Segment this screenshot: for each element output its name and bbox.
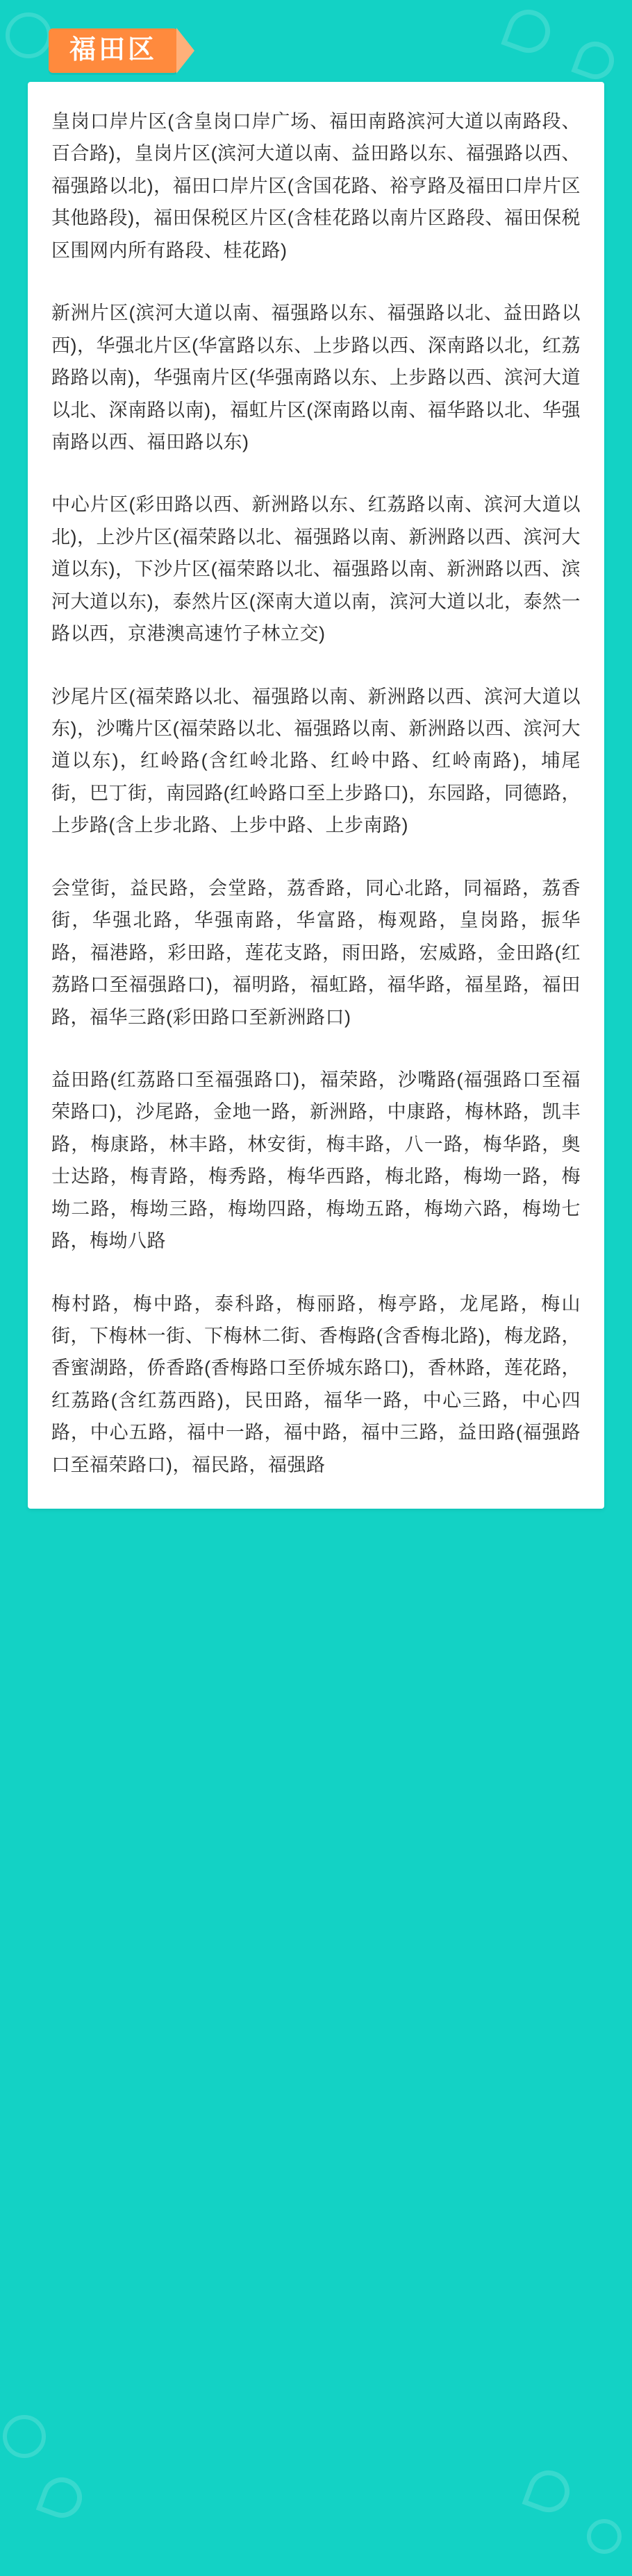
- paragraph: 益田路(红荔路口至福强路口)，福荣路，沙嘴路(福强路口至福荣路口)，沙尾路，金地一路，新洲路，中康路，梅林路，凯丰路，梅康路，林丰路，林安街，梅丰路，八一路，梅华路，奥士达路，梅青路，梅秀路，梅华西路，梅北路，梅坳一路，梅坳二路，梅坳三路，梅坳四路，梅坳五路，梅坳六路，梅坳七路，梅坳八路: [51, 1069, 581, 1252]
- content-card: [28, 82, 604, 1509]
- paragraph: 沙尾片区(福荣路以北、福强路以南、新洲路以西、滨河大道以东)，沙嘴片区(福荣路以北、福强路以南、新洲路以西、滨河大道以东)，红岭路(含红岭北路、红岭中路、红岭南路)，埔尾街，巴丁街，南园路(红岭路口至上步路口)，东园路，同德路，上步路(含上步北路、上步中路、上步南路): [51, 686, 581, 836]
- paragraph: 中心片区(彩田路以西、新洲路以东、红荔路以南、滨河大道以北)，上沙片区(福荣路以北、福强路以南、新洲路以西、滨河大道以东)，下沙片区(福荣路以北、福强路以南、新洲路以西、滨河大道以东)，泰然片区(深南大道以南，滨河大道以北，泰然一路以西，京港澳高速竹子林立交): [51, 494, 581, 645]
- district-title-bar: [49, 28, 194, 74]
- paragraph: 会堂街，益民路，会堂路，荔香路，同心北路，同福路，荔香街，华强北路，华强南路，华富路，梅观路，皇岗路，振华路，福港路，彩田路，莲花支路，雨田路，宏威路，金田路(红荔路口至福强路口)，福明路，福虹路，福华路，福星路，福田路，福华三路(彩田路口至新洲路口): [51, 877, 581, 1028]
- page-title: 福田区: [49, 28, 178, 73]
- background-ornament-6: [522, 2465, 576, 2518]
- background-ornament-5: [36, 2472, 88, 2523]
- paragraph: 新洲片区(滨河大道以南、福强路以东、福强路以北、益田路以西)，华强北片区(华富路以东、上步路以西、深南路以北，红荔路路以南)，华强南片区(华强南路以东、上步路以西、滨河大道以北、深南路以南)，福虹片区(深南路以南、福华路以北、华强南路以西、福田路以东): [51, 303, 581, 452]
- paragraph: 梅村路，梅中路，泰科路，梅丽路，梅亭路，龙尾路，梅山街，下梅林一街、下梅林二街、香梅路(含香梅北路)，梅龙路，香蜜湖路，侨香路(香梅路口至侨城东路口)，香林路，莲花路，红荔路(含红荔西路)，民田路，福华一路，中心三路，中心四路，中心五路，福中一路，福中路，福中三路，益田路(福强路口至福荣路口)，福民路，福强路: [51, 1293, 581, 1475]
- background-ornament-7: [587, 2519, 622, 2554]
- background-ornament-4: [3, 2415, 46, 2458]
- paragraph: 皇岗口岸片区(含皇岗口岸广场、福田南路滨河大道以南路段、百合路)，皇岗片区(滨河大道以南、益田路以东、福强路以西、福强路以北)，福田口岸片区(含国花路、裕亨路及福田口岸片区其他路段)，福田保税区片区(含桂花路以南片区路段、福田保税区围网内所有路段、桂花路): [51, 111, 581, 261]
- page-header: [28, 0, 604, 82]
- title-ribbon-tail: [176, 28, 194, 74]
